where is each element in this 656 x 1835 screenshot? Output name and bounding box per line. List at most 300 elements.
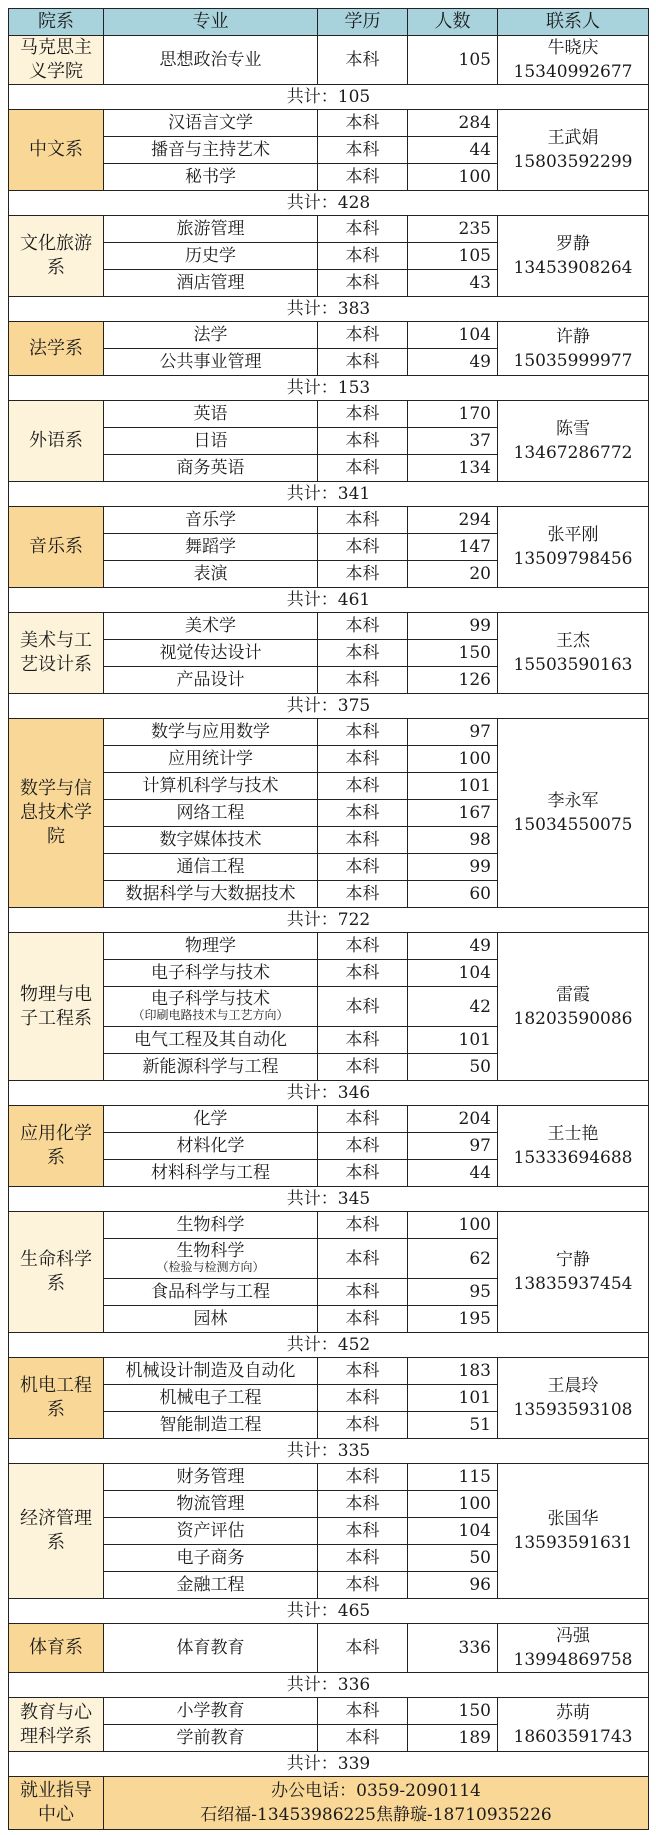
table-row xyxy=(9,507,649,534)
degree-cell: 本科 xyxy=(318,881,408,908)
contact-name: 王士艳 xyxy=(547,1124,599,1144)
major-name: 历史学 xyxy=(185,246,236,266)
total-value: 345 xyxy=(337,1189,371,1209)
dept-name: 数学与信息技术学院 xyxy=(9,719,104,908)
degree-cell: 本科 xyxy=(318,960,408,987)
contact-cell xyxy=(498,613,649,694)
total-value: 346 xyxy=(337,1083,371,1103)
major-name: 英语 xyxy=(193,404,228,424)
major-cell xyxy=(104,773,318,800)
count-cell: 235 xyxy=(408,216,498,243)
degree-cell: 本科 xyxy=(318,827,408,854)
major-cell xyxy=(104,1624,318,1673)
contact-phone: 13467286772 xyxy=(513,443,633,463)
contact-cell xyxy=(498,401,649,482)
header-dept: 院系 xyxy=(9,9,104,36)
contact-cell xyxy=(498,719,649,908)
degree-cell: 本科 xyxy=(318,110,408,137)
dept-name: 外语系 xyxy=(9,401,104,482)
degree-cell: 本科 xyxy=(318,1412,408,1439)
footer-row xyxy=(9,1777,649,1830)
total-row xyxy=(9,376,649,401)
major-cell xyxy=(104,1725,318,1752)
contact-cell xyxy=(498,110,649,191)
total-cell xyxy=(9,908,649,933)
total-cell xyxy=(9,1187,649,1212)
major-cell xyxy=(104,349,318,376)
footer-office xyxy=(104,1777,649,1830)
major-name: 物流管理 xyxy=(176,1494,245,1514)
major-cell xyxy=(104,1027,318,1054)
count-cell: 170 xyxy=(408,401,498,428)
major-name: 商务英语 xyxy=(176,458,245,478)
degree-cell: 本科 xyxy=(318,1212,408,1239)
contact-name: 王武娟 xyxy=(547,128,599,148)
count-cell: 95 xyxy=(408,1279,498,1306)
total-value: 341 xyxy=(337,484,371,504)
major-cell xyxy=(104,507,318,534)
major-cell xyxy=(104,270,318,297)
table-row xyxy=(9,36,649,85)
contact-phone: 18203590086 xyxy=(513,1008,633,1029)
major-cell xyxy=(104,137,318,164)
major-cell xyxy=(104,800,318,827)
count-cell: 100 xyxy=(408,746,498,773)
total-value: 335 xyxy=(337,1441,371,1461)
total-cell xyxy=(9,1439,649,1464)
degree-cell: 本科 xyxy=(318,719,408,746)
contact-cell xyxy=(498,507,649,588)
major-cell xyxy=(104,1545,318,1572)
count-cell: 101 xyxy=(408,1027,498,1054)
major-cell xyxy=(104,987,318,1027)
degree-cell: 本科 xyxy=(318,322,408,349)
major-cell xyxy=(104,164,318,191)
major-cell xyxy=(104,1054,318,1081)
degree-cell: 本科 xyxy=(318,773,408,800)
degree-cell: 本科 xyxy=(318,401,408,428)
total-label: 共计： xyxy=(286,378,338,398)
total-value: 383 xyxy=(337,299,371,319)
total-row xyxy=(9,1752,649,1777)
contact-phone: 15340992677 xyxy=(513,62,633,82)
total-label: 共计： xyxy=(286,696,338,716)
major-name: 公共事业管理 xyxy=(159,352,262,372)
table-row xyxy=(9,1106,649,1133)
major-name: 酒店管理 xyxy=(176,273,245,293)
table-row xyxy=(9,933,649,960)
major-cell xyxy=(104,719,318,746)
major-name: 智能制造工程 xyxy=(159,1415,262,1435)
major-name: 网络工程 xyxy=(176,803,245,823)
contact-name: 罗静 xyxy=(556,234,590,254)
count-cell: 20 xyxy=(408,561,498,588)
contact-name: 宁静 xyxy=(556,1250,590,1270)
major-name: 小学教育 xyxy=(176,1701,245,1721)
dept-name: 文化旅游系 xyxy=(9,216,104,297)
major-name: 舞蹈学 xyxy=(185,537,236,557)
contact-name: 李永军 xyxy=(547,791,599,811)
contact-phone: 15333694688 xyxy=(513,1148,633,1168)
table-row xyxy=(9,1464,649,1491)
enrollment-table xyxy=(8,8,649,1830)
contact-cell xyxy=(498,1464,649,1599)
total-value: 336 xyxy=(337,1675,371,1695)
header-count: 人数 xyxy=(408,9,498,36)
major-cell xyxy=(104,1133,318,1160)
major-cell xyxy=(104,1698,318,1725)
major-cell xyxy=(104,1306,318,1333)
major-name: 数据科学与大数据技术 xyxy=(125,884,296,904)
count-cell: 99 xyxy=(408,613,498,640)
degree-cell: 本科 xyxy=(318,1491,408,1518)
degree-cell: 本科 xyxy=(318,1725,408,1752)
major-cell xyxy=(104,1491,318,1518)
degree-cell: 本科 xyxy=(318,640,408,667)
count-cell: 104 xyxy=(408,1518,498,1545)
major-name: 美术学 xyxy=(185,616,236,636)
major-cell xyxy=(104,613,318,640)
major-name: 生物科学 xyxy=(176,1241,245,1261)
total-value: 722 xyxy=(337,910,371,930)
total-label: 共计： xyxy=(286,1601,338,1621)
major-cell xyxy=(104,933,318,960)
major-cell xyxy=(104,110,318,137)
major-name: 产品设计 xyxy=(176,670,245,690)
total-cell xyxy=(9,376,649,401)
count-cell: 126 xyxy=(408,667,498,694)
total-cell xyxy=(9,482,649,507)
count-cell: 49 xyxy=(408,933,498,960)
contact-phone: 13453908264 xyxy=(513,258,633,278)
total-cell xyxy=(9,1333,649,1358)
major-cell xyxy=(104,455,318,482)
major-name: 材料化学 xyxy=(176,1136,245,1156)
major-cell xyxy=(104,1518,318,1545)
dept-name: 生命科学系 xyxy=(9,1212,104,1333)
major-cell xyxy=(104,1160,318,1187)
major-name: 日语 xyxy=(193,431,228,451)
degree-cell: 本科 xyxy=(318,164,408,191)
contact-name: 冯强 xyxy=(556,1626,590,1646)
table-row xyxy=(9,1624,649,1673)
degree-cell: 本科 xyxy=(318,933,408,960)
dept-name: 教育与心理科学系 xyxy=(9,1698,104,1752)
major-cell xyxy=(104,1358,318,1385)
major-cell xyxy=(104,1279,318,1306)
total-cell xyxy=(9,1673,649,1698)
total-row xyxy=(9,1599,649,1624)
major-name: 电气工程及其自动化 xyxy=(134,1030,287,1050)
dept-name: 马克思主义学院 xyxy=(9,36,104,85)
major-name: 数字媒体技术 xyxy=(159,830,262,850)
table-body xyxy=(9,36,649,1777)
total-value: 339 xyxy=(337,1754,371,1774)
total-row xyxy=(9,1333,649,1358)
major-cell xyxy=(104,1239,318,1279)
count-cell: 105 xyxy=(408,243,498,270)
contact-cell xyxy=(498,1698,649,1752)
degree-cell: 本科 xyxy=(318,455,408,482)
degree-cell: 本科 xyxy=(318,1239,408,1279)
count-cell: 97 xyxy=(408,719,498,746)
count-cell: 204 xyxy=(408,1106,498,1133)
footer-dept: 就业指导中心 xyxy=(9,1777,104,1830)
total-row xyxy=(9,694,649,719)
major-name: 计算机科学与技术 xyxy=(142,776,279,796)
total-label: 共计： xyxy=(286,1754,338,1774)
degree-cell: 本科 xyxy=(318,270,408,297)
count-cell: 50 xyxy=(408,1054,498,1081)
total-row xyxy=(9,482,649,507)
count-cell: 105 xyxy=(408,36,498,85)
table-row xyxy=(9,322,649,349)
contact-cell xyxy=(498,322,649,376)
count-cell: 62 xyxy=(408,1239,498,1279)
major-cell xyxy=(104,854,318,881)
dept-name: 经济管理系 xyxy=(9,1464,104,1599)
total-row xyxy=(9,588,649,613)
degree-cell: 本科 xyxy=(318,1027,408,1054)
major-sub-direction: （检验与检测方向） xyxy=(156,1260,265,1274)
total-value: 428 xyxy=(337,193,371,213)
total-row xyxy=(9,1187,649,1212)
header-major: 专业 xyxy=(104,9,318,36)
count-cell: 42 xyxy=(408,987,498,1027)
contact-cell xyxy=(498,216,649,297)
major-name: 学前教育 xyxy=(176,1728,245,1748)
count-cell: 37 xyxy=(408,428,498,455)
degree-cell: 本科 xyxy=(318,36,408,85)
footer-persons xyxy=(107,1803,645,1827)
major-name: 金融工程 xyxy=(176,1575,245,1595)
degree-cell: 本科 xyxy=(318,1133,408,1160)
degree-cell: 本科 xyxy=(318,1054,408,1081)
major-cell xyxy=(104,243,318,270)
major-name: 旅游管理 xyxy=(176,219,245,239)
major-name: 电子商务 xyxy=(176,1548,245,1568)
major-name: 应用统计学 xyxy=(168,749,253,769)
count-cell: 98 xyxy=(408,827,498,854)
total-cell xyxy=(9,191,649,216)
count-cell: 49 xyxy=(408,349,498,376)
degree-cell: 本科 xyxy=(318,800,408,827)
degree-cell: 本科 xyxy=(318,243,408,270)
count-cell: 44 xyxy=(408,1160,498,1187)
major-cell xyxy=(104,216,318,243)
dept-name: 体育系 xyxy=(9,1624,104,1673)
major-name: 通信工程 xyxy=(176,857,245,877)
dept-name: 应用化学系 xyxy=(9,1106,104,1187)
degree-cell: 本科 xyxy=(318,1106,408,1133)
major-cell xyxy=(104,881,318,908)
contact-cell xyxy=(498,1106,649,1187)
contact-phone: 13835937454 xyxy=(513,1274,633,1294)
contact-name: 雷霞 xyxy=(556,984,590,1005)
header-contact: 联系人 xyxy=(498,9,649,36)
total-label: 共计： xyxy=(286,1441,338,1461)
dept-name: 美术与工艺设计系 xyxy=(9,613,104,694)
major-name: 化学 xyxy=(193,1109,228,1129)
major-name: 园林 xyxy=(193,1309,228,1329)
total-row xyxy=(9,1673,649,1698)
major-name: 秘书学 xyxy=(185,167,236,187)
degree-cell: 本科 xyxy=(318,216,408,243)
count-cell: 195 xyxy=(408,1306,498,1333)
total-cell xyxy=(9,85,649,110)
count-cell: 189 xyxy=(408,1725,498,1752)
degree-cell: 本科 xyxy=(318,1572,408,1599)
count-cell: 100 xyxy=(408,1212,498,1239)
count-cell: 167 xyxy=(408,800,498,827)
contact-person-1: 石绍福-13453986225 xyxy=(200,1805,376,1825)
degree-cell: 本科 xyxy=(318,1698,408,1725)
major-name: 电子科学与技术 xyxy=(151,963,270,983)
count-cell: 99 xyxy=(408,854,498,881)
major-cell xyxy=(104,561,318,588)
total-row xyxy=(9,908,649,933)
total-label: 共计： xyxy=(286,87,338,107)
major-cell xyxy=(104,1212,318,1239)
count-cell: 150 xyxy=(408,1698,498,1725)
total-cell xyxy=(9,1752,649,1777)
total-value: 465 xyxy=(337,1601,371,1621)
contact-name: 张国华 xyxy=(547,1509,599,1529)
contact-name: 陈雪 xyxy=(556,419,590,439)
major-name: 食品科学与工程 xyxy=(151,1282,270,1302)
total-label: 共计： xyxy=(286,299,338,319)
major-name: 物理学 xyxy=(185,936,236,956)
contact-phone: 15503590163 xyxy=(513,655,633,675)
dept-name: 物理与电子工程系 xyxy=(9,933,104,1081)
count-cell: 134 xyxy=(408,455,498,482)
major-name: 机械电子工程 xyxy=(159,1388,262,1408)
major-name: 表演 xyxy=(193,564,228,584)
contact-phone: 13509798456 xyxy=(513,549,633,569)
dept-name: 法学系 xyxy=(9,322,104,376)
major-name: 法学 xyxy=(193,325,228,345)
major-cell xyxy=(104,827,318,854)
total-cell xyxy=(9,1081,649,1106)
major-cell xyxy=(104,640,318,667)
major-cell xyxy=(104,1385,318,1412)
total-value: 105 xyxy=(337,87,371,107)
major-name: 材料科学与工程 xyxy=(151,1163,270,1183)
count-cell: 96 xyxy=(408,1572,498,1599)
major-cell xyxy=(104,1106,318,1133)
major-cell xyxy=(104,1572,318,1599)
total-label: 共计： xyxy=(286,1335,338,1355)
count-cell: 44 xyxy=(408,137,498,164)
total-row xyxy=(9,191,649,216)
major-cell xyxy=(104,428,318,455)
count-cell: 104 xyxy=(408,322,498,349)
major-name: 机械设计制造及自动化 xyxy=(125,1361,296,1381)
total-label: 共计： xyxy=(286,1675,338,1695)
contact-phone: 18603591743 xyxy=(513,1726,633,1747)
degree-cell: 本科 xyxy=(318,987,408,1027)
total-row xyxy=(9,85,649,110)
count-cell: 100 xyxy=(408,1491,498,1518)
major-cell xyxy=(104,746,318,773)
degree-cell: 本科 xyxy=(318,1160,408,1187)
contact-phone: 15034550075 xyxy=(513,815,633,835)
degree-cell: 本科 xyxy=(318,1279,408,1306)
dept-name: 机电工程系 xyxy=(9,1358,104,1439)
count-cell: 115 xyxy=(408,1464,498,1491)
contact-cell xyxy=(498,1212,649,1333)
contact-phone: 13994869758 xyxy=(513,1650,633,1670)
count-cell: 60 xyxy=(408,881,498,908)
major-name: 资产评估 xyxy=(176,1521,245,1541)
total-label: 共计： xyxy=(286,1083,338,1103)
total-cell xyxy=(9,297,649,322)
degree-cell: 本科 xyxy=(318,1518,408,1545)
enrollment-table-container xyxy=(8,8,648,1830)
count-cell: 51 xyxy=(408,1412,498,1439)
major-cell xyxy=(104,534,318,561)
total-label: 共计： xyxy=(286,484,338,504)
count-cell: 101 xyxy=(408,1385,498,1412)
major-name: 播音与主持艺术 xyxy=(151,140,270,160)
contact-name: 牛晓庆 xyxy=(547,38,599,58)
office-phone: 办公电话：0359-2090114 xyxy=(271,1781,481,1801)
major-name: 财务管理 xyxy=(176,1467,245,1487)
count-cell: 147 xyxy=(408,534,498,561)
total-value: 375 xyxy=(337,696,371,716)
degree-cell: 本科 xyxy=(318,561,408,588)
count-cell: 183 xyxy=(408,1358,498,1385)
degree-cell: 本科 xyxy=(318,1358,408,1385)
major-name: 数学与应用数学 xyxy=(151,722,270,742)
total-cell xyxy=(9,1599,649,1624)
major-name: 汉语言文学 xyxy=(168,113,253,133)
contact-cell xyxy=(498,1358,649,1439)
header-degree: 学历 xyxy=(318,9,408,36)
count-cell: 43 xyxy=(408,270,498,297)
contact-phone: 15803592299 xyxy=(513,152,633,172)
count-cell: 97 xyxy=(408,1133,498,1160)
major-cell xyxy=(104,322,318,349)
contact-cell xyxy=(498,36,649,85)
table-row xyxy=(9,216,649,243)
major-name: 视觉传达设计 xyxy=(159,643,262,663)
major-name: 思想政治专业 xyxy=(159,50,262,70)
contact-name: 许静 xyxy=(556,326,590,347)
contact-phone: 15035999977 xyxy=(513,350,633,371)
total-label: 共计： xyxy=(286,193,338,213)
contact-person-2: 焦静璇-18710935226 xyxy=(376,1805,552,1825)
count-cell: 100 xyxy=(408,164,498,191)
total-value: 461 xyxy=(337,590,371,610)
major-name: 生物科学 xyxy=(176,1215,245,1235)
dept-name: 中文系 xyxy=(9,110,104,191)
dept-name: 音乐系 xyxy=(9,507,104,588)
major-name: 体育教育 xyxy=(176,1638,245,1658)
major-sub-direction: （印刷电路技术与工艺方向） xyxy=(132,1008,289,1022)
count-cell: 104 xyxy=(408,960,498,987)
degree-cell: 本科 xyxy=(318,1306,408,1333)
count-cell: 50 xyxy=(408,1545,498,1572)
major-cell xyxy=(104,1412,318,1439)
major-name: 新能源科学与工程 xyxy=(142,1057,279,1077)
contact-name: 张平刚 xyxy=(547,525,599,545)
major-cell xyxy=(104,960,318,987)
major-cell xyxy=(104,36,318,85)
total-cell xyxy=(9,588,649,613)
major-name: 音乐学 xyxy=(185,510,236,530)
degree-cell: 本科 xyxy=(318,613,408,640)
